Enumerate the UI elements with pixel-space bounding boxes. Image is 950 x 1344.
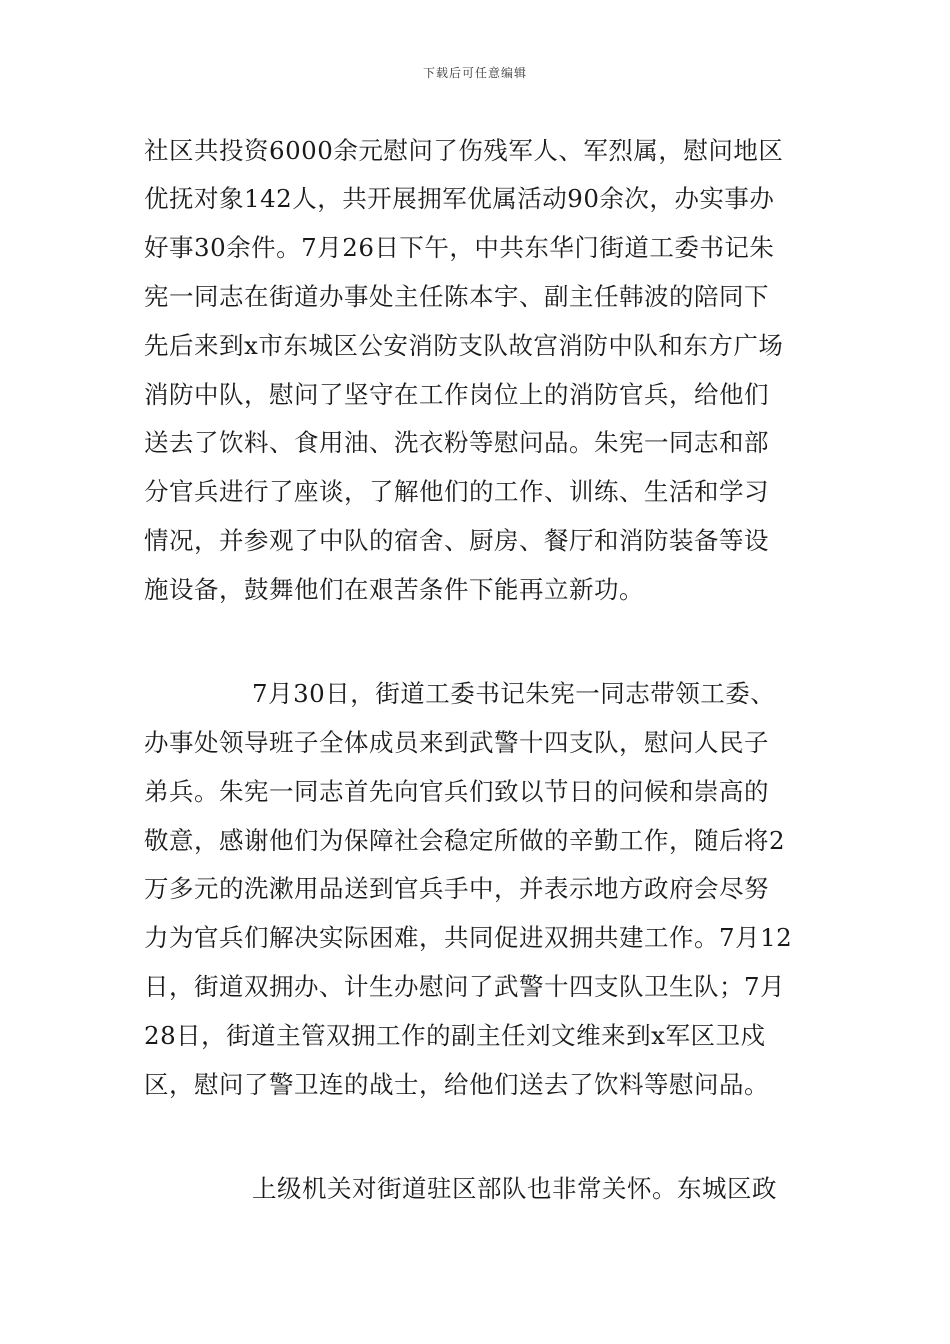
paragraph-1-line-8: 分官兵进行了座谈，了解他们的工作、训练、生活和学习: [144, 477, 769, 506]
paragraph-1-line-5: 先后来到x市东城区公安消防支队故宫消防中队和东方广场: [144, 331, 784, 360]
paragraph-1-line-7: 送去了饮料、食用油、洗衣粉等慰问品。朱宪一同志和部: [144, 428, 769, 457]
paragraph-3-line-1: 上级机关对街道驻区部队也非常关怀。东城区政: [252, 1174, 777, 1203]
paragraph-2-line-6: 力为官兵们解决实际困难，共同促进双拥共建工作。7月12: [144, 923, 793, 952]
paragraph-1-line-1: 社区共投资6000余元慰问了伤残军人、军烈属，慰问地区: [144, 136, 784, 165]
paragraph-2-line-5: 万多元的洗漱用品送到官兵手中，并表示地方政府会尽努: [144, 874, 769, 903]
paragraph-2-line-8: 28日，街道主管双拥工作的副主任刘文维来到x军区卫戍: [144, 1021, 766, 1050]
paragraph-2-line-2: 办事处领导班子全体成员来到武警十四支队，慰问人民子: [144, 728, 769, 757]
page-header: 下载后可任意编辑: [422, 66, 527, 80]
paragraph-2-line-1: 7月30日，街道工委书记朱宪一同志带领工委、: [252, 679, 776, 708]
paragraph-1-line-2: 优抚对象142人，共开展拥军优属活动90余次，办实事办: [144, 184, 775, 213]
paragraph-2-line-4: 敬意，感谢他们为保障社会稳定所做的辛勤工作，随后将2: [144, 826, 786, 855]
paragraph-1-line-6: 消防中队，慰问了坚守在工作岗位上的消防官兵，给他们: [144, 380, 769, 409]
paragraph-1-line-3: 好事30余件。7月26日下午，中共东华门街道工委书记朱: [144, 233, 775, 262]
paragraph-2-line-9: 区，慰问了警卫连的战士，给他们送去了饮料等慰问品。: [144, 1070, 769, 1099]
paragraph-1-line-10: 施设备，鼓舞他们在艰苦条件下能再立新功。: [144, 575, 644, 604]
paragraph-2-line-3: 弟兵。朱宪一同志首先向官兵们致以节日的问候和崇高的: [144, 777, 769, 806]
paragraph-2-line-7: 日，街道双拥办、计生办慰问了武警十四支队卫生队；7月: [144, 972, 786, 1001]
paragraph-1-line-4: 宪一同志在街道办事处主任陈本宇、副主任韩波的陪同下: [144, 282, 769, 311]
paragraph-1-line-9: 情况，并参观了中队的宿舍、厨房、餐厅和消防装备等设: [144, 526, 769, 555]
